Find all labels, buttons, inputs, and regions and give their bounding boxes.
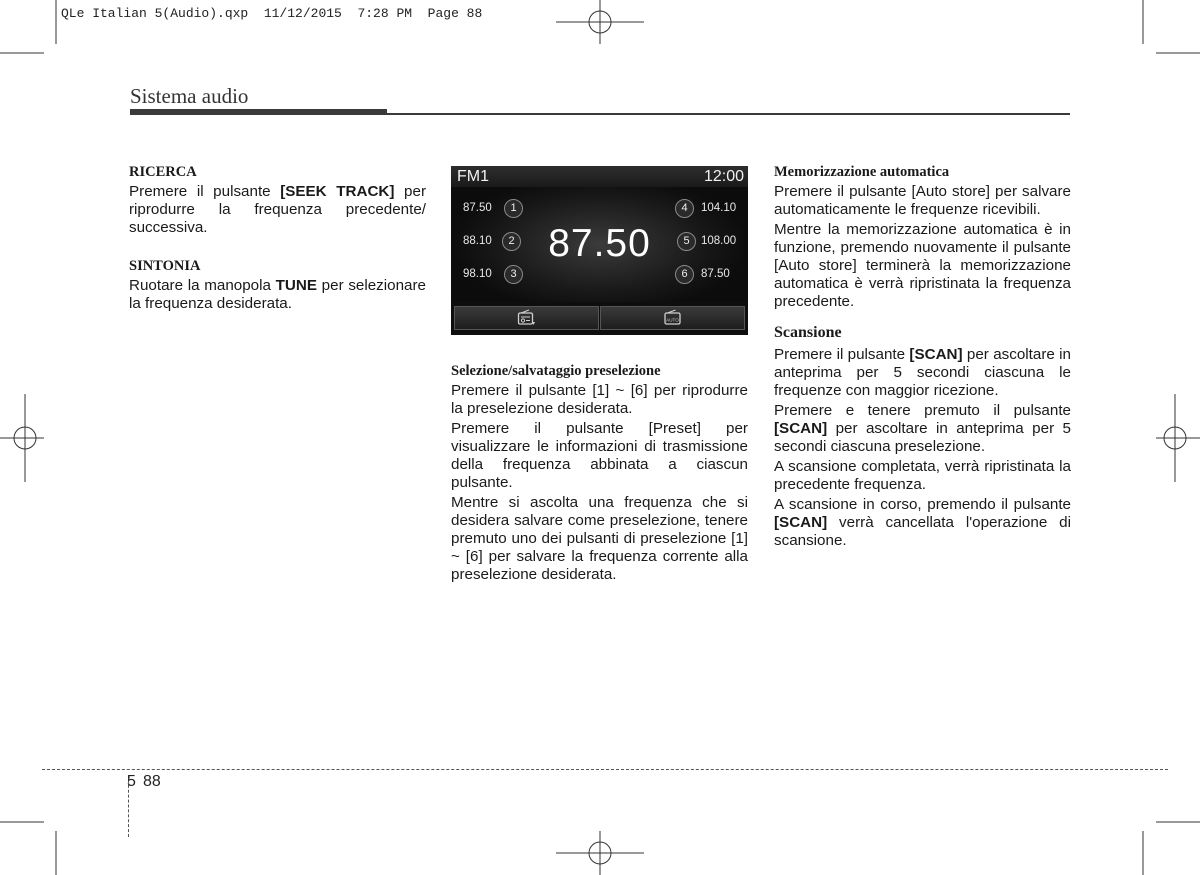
preset-button-2[interactable] xyxy=(461,232,523,251)
auto-store-button[interactable] xyxy=(600,306,745,330)
preset-text-2: Premere il pulsante [Preset] per visualizzare le informazioni di trasmissione della frequenza abbinata a ciascun pulsante. xyxy=(451,420,748,491)
chapter-number: 5 xyxy=(127,773,136,790)
radio-display xyxy=(451,166,748,335)
scan-text-4 xyxy=(774,496,1071,550)
header-rule-accent xyxy=(130,109,387,115)
preset-button-5[interactable] xyxy=(677,232,747,251)
registration-mark-left xyxy=(0,394,44,482)
ricerca-text xyxy=(129,183,426,237)
preset-frequency: 87.50 xyxy=(463,202,492,214)
preset-button-3[interactable] xyxy=(461,265,523,284)
scan-text-part: Premere e tenere premuto il pulsante xyxy=(774,402,1071,419)
ricerca-heading: RICERCA xyxy=(129,164,197,180)
registration-mark-right xyxy=(1156,394,1200,482)
preset-number: 5 xyxy=(677,232,696,251)
scan-text-part: per ascoltare in anteprima per 5 secondi ciascuna le frequenze con maggior ricezione. xyxy=(774,346,1071,399)
preset-frequency: 88.10 xyxy=(463,235,492,247)
sintonia-text xyxy=(129,277,426,313)
column-middle xyxy=(451,362,748,586)
auto-store-text-2: Mentre la memorizzazione automatica è in funzione, premendo nuovamente il pulsante [Auto store] terminerà la memorizzazione automatica è verrà ripristinata la frequenza precedente. xyxy=(774,221,1071,310)
preset-frequency: 104.10 xyxy=(701,202,737,214)
preset-heading: Selezione/salvataggio preselezione xyxy=(451,363,661,379)
preset-text-1: Premere il pulsante [1] ~ [6] per riprodurre la preselezione desiderata. xyxy=(451,382,748,417)
scan-text-2 xyxy=(774,402,1071,456)
tune-label: TUNE xyxy=(275,277,317,294)
column-right xyxy=(774,163,1071,552)
scan-heading: Scansione xyxy=(774,324,842,341)
registration-mark-bottom xyxy=(556,831,644,875)
auto-store-text-1: Premere il pulsante [Auto store] per salvare automaticamente le frequenze ricevibili. xyxy=(774,183,1071,218)
ricerca-text-part: per riprodurre la frequenza precedente/ successiva. xyxy=(129,183,427,236)
sintonia-text-part: Ruotare la manopola xyxy=(129,277,276,294)
preset-button-1[interactable] xyxy=(461,199,523,218)
scan-label: [SCAN] xyxy=(774,514,828,531)
seek-track-label: [SEEK TRACK] xyxy=(280,183,395,200)
preset-number: 6 xyxy=(675,265,694,284)
auto-store-label: AUTO xyxy=(666,317,679,323)
band-label: FM1 xyxy=(457,168,489,185)
section-title: Sistema audio xyxy=(130,84,249,108)
preset-number: 3 xyxy=(504,265,523,284)
scan-text-part: verrà cancellata l'operazione di scansione. xyxy=(774,514,1071,549)
preset-frequency: 87.50 xyxy=(701,268,730,280)
scan-label: [SCAN] xyxy=(774,420,828,437)
page-number xyxy=(127,773,161,791)
scan-text-part: per ascoltare in anteprima per 5 secondi ciascuna preselezione. xyxy=(774,420,1071,455)
scan-text-3: A scansione completata, verrà ripristinata la precedente frequenza. xyxy=(774,458,1071,493)
clock: 12:00 xyxy=(703,168,744,185)
scan-text-part: A scansione in corso, premendo il pulsante xyxy=(774,496,1071,513)
scan-label: [SCAN] xyxy=(909,346,963,363)
preset-number: 4 xyxy=(675,199,694,218)
auto-store-heading: Memorizzazione automatica xyxy=(774,164,950,180)
preset-frequency: 108.00 xyxy=(701,235,737,247)
preset-button-6[interactable] xyxy=(675,265,745,284)
radio-list-icon xyxy=(517,309,537,327)
radio-button-bar xyxy=(451,302,748,335)
scan-text-1 xyxy=(774,346,1071,400)
registration-mark-top xyxy=(556,0,644,44)
sintonia-heading: SINTONIA xyxy=(129,258,201,274)
preset-text-3: Mentre si ascolta una frequenza che si desidera salvare come preselezione, tenere premuto uno dei pulsanti di preselezione [1] ~ [6] per salvare la frequenza corrente alla preselezione desiderata. xyxy=(451,494,748,583)
current-frequency: 87.50 xyxy=(548,222,651,265)
preset-button-4[interactable] xyxy=(675,199,745,218)
preset-number: 2 xyxy=(502,232,521,251)
footer-rule xyxy=(42,769,1168,770)
column-left xyxy=(129,163,426,315)
radio-main-area xyxy=(451,187,748,302)
scan-text-part: Premere il pulsante xyxy=(774,346,910,363)
preset-number: 1 xyxy=(504,199,523,218)
page-number-value: 88 xyxy=(143,773,161,790)
radio-auto-store-icon xyxy=(663,309,683,327)
preset-frequency: 98.10 xyxy=(463,268,492,280)
sintonia-text-part: per selezionare la frequenza desiderata. xyxy=(129,277,426,312)
radio-status-bar xyxy=(451,166,748,187)
preset-list-button[interactable] xyxy=(454,306,599,330)
ricerca-text-part: Premere il pulsante xyxy=(129,183,281,200)
print-slug: QLe Italian 5(Audio).qxp 11/12/2015 7:28 PM Page 88 xyxy=(61,6,483,21)
